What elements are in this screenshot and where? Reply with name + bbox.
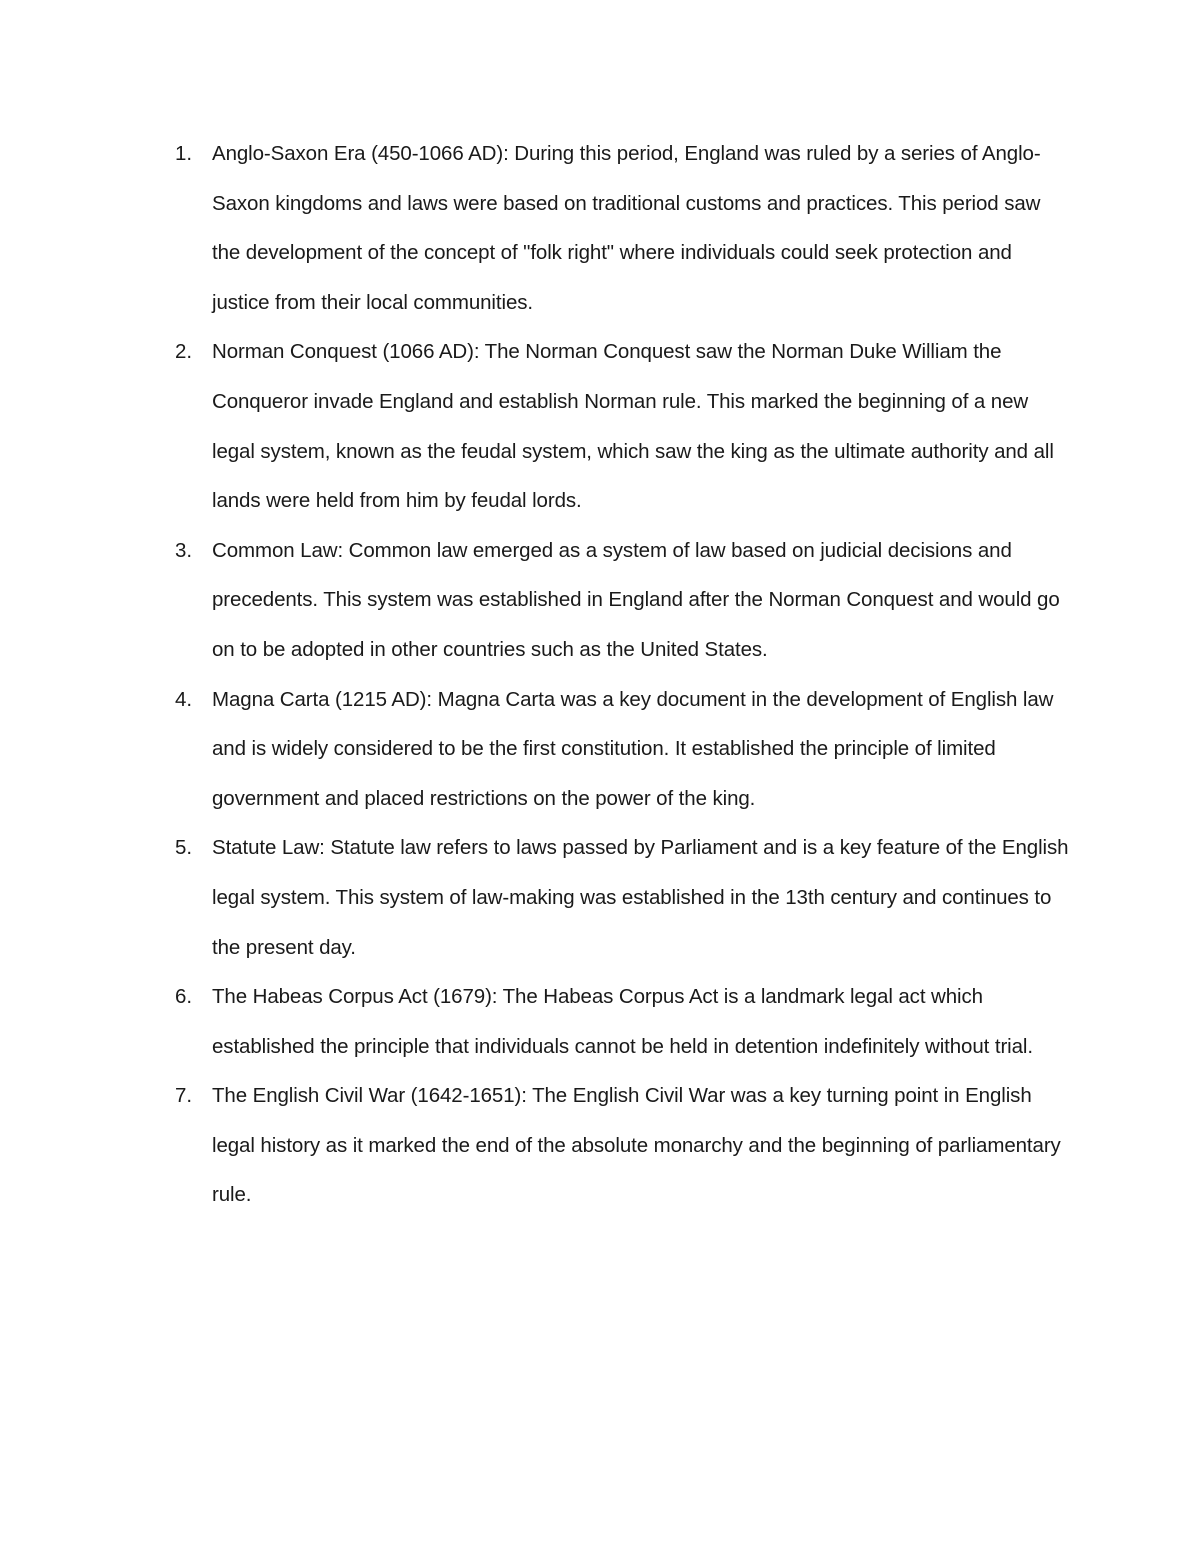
list-item [0, 675, 1072, 824]
list-item-text: Magna Carta (1215 AD): Magna Carta was a key document in the development of English law and is widely considered to be the first constitution. It established the principle of limited government and placed restrictions on the power of the king. [212, 687, 1054, 810]
list-item-number: 2. [175, 340, 193, 364]
list-item-number: 7. [175, 1084, 193, 1108]
list-item [0, 327, 1072, 525]
list-item-number: 5. [175, 836, 193, 860]
numbered-list [0, 129, 1200, 1220]
list-item-text: The Habeas Corpus Act (1679): The Habeas Corpus Act is a landmark legal act which established the principle that individuals cannot be held in detention indefinitely without trial. [212, 985, 1033, 1058]
list-item [0, 823, 1072, 972]
list-item [0, 526, 1072, 675]
list-item [0, 1071, 1072, 1220]
list-item-number: 4. [175, 687, 193, 711]
list-item-number: 3. [175, 538, 193, 562]
list-item-text: Common Law: Common law emerged as a system of law based on judicial decisions and precedents. This system was established in England after the Norman Conquest and would go on to be adopted in other countries such as the United States. [212, 538, 1060, 661]
list-item [0, 972, 1072, 1071]
list-item-text: Norman Conquest (1066 AD): The Norman Conquest saw the Norman Duke William the Conqueror invade England and establish Norman rule. This marked the beginning of a new legal system, known as the feudal system, which saw the king as the ultimate authority and all lands were held from him by feudal lords. [212, 340, 1054, 513]
list-item-number: 1. [175, 142, 193, 165]
list-item-number: 6. [175, 985, 193, 1009]
list-item [0, 129, 1072, 327]
list-item-text: Anglo-Saxon Era (450-1066 AD): During this period, England was ruled by a series of Anglo-Saxon kingdoms and laws were based on traditional customs and practices. This period saw the development of the concept of "folk right" where individuals could seek protection and justice from their local communities. [212, 142, 1041, 314]
list-item-text: Statute Law: Statute law refers to laws passed by Parliament and is a key feature of the English legal system. This system of law-making was established in the 13th century and continues to the present day. [212, 836, 1069, 959]
list-item-text: The English Civil War (1642-1651): The English Civil War was a key turning point in English legal history as it marked the end of the absolute monarchy and the beginning of parliamentary rule. [212, 1084, 1061, 1207]
